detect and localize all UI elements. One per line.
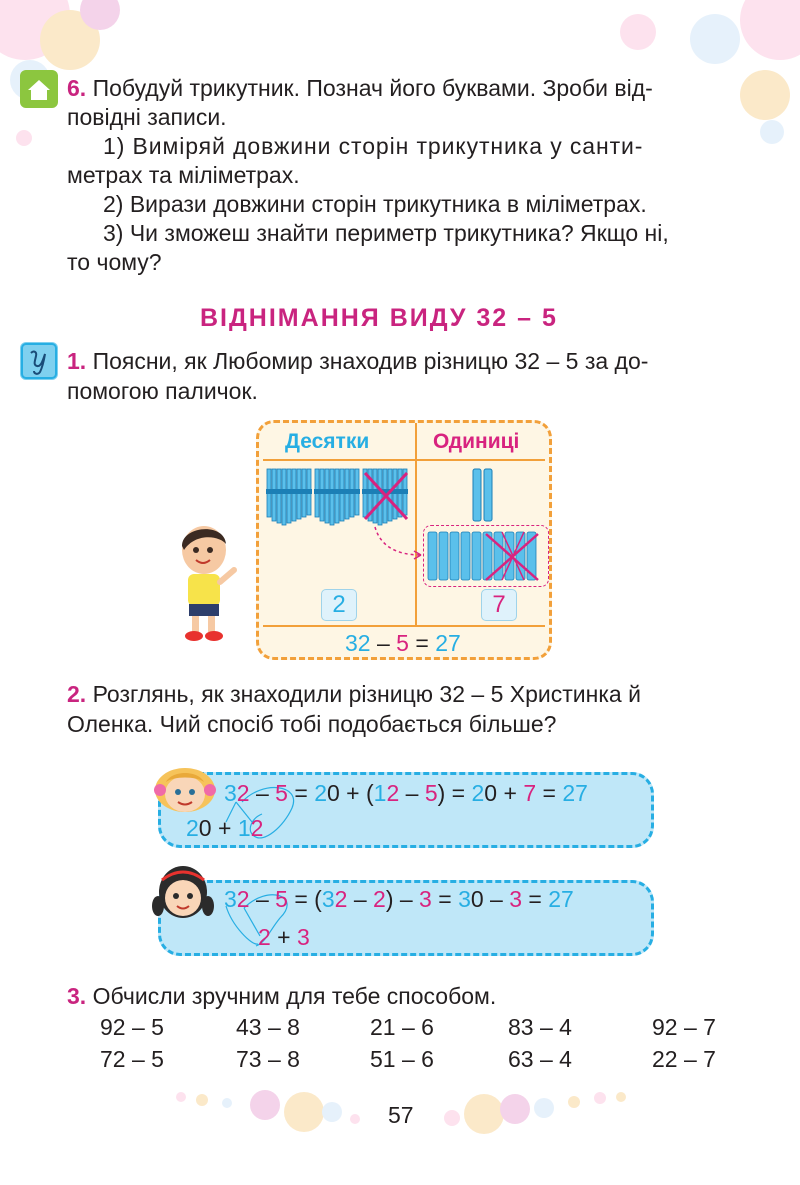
task6-number: 6. (67, 75, 87, 101)
olenka-equation: 32 – 5 = (32 – 2) – 3 = 30 – 3 = 27 (224, 886, 574, 912)
exercise-1-1: 92 – 5 (100, 1014, 164, 1040)
task3-number: 3. (67, 983, 87, 1009)
exercise-2-3: 51 – 6 (370, 1046, 434, 1072)
exercise-2-5: 22 – 7 (652, 1046, 716, 1072)
task2-line1: 2. Розглянь, як знаходили різницю 32 – 5 Христинка й (67, 681, 641, 707)
task1-line1: 1. Поясни, як Любомир знаходив різницю 32 – 5 за до- (67, 348, 649, 374)
task6-item1a: 1) Виміряй довжини сторін трикутника у санти- (103, 133, 644, 159)
exercise-2-2: 73 – 8 (236, 1046, 300, 1072)
tens-column-header: Десятки (285, 430, 370, 453)
page-number: 57 (388, 1102, 414, 1128)
task6-item1b: метрах та міліметрах. (67, 162, 300, 188)
tens-bundles (265, 465, 415, 532)
table-equation: 32 – 5 = 27 (345, 630, 461, 656)
oral-task-icon (20, 342, 58, 380)
khrystynka-split: 20 + 12 (186, 815, 264, 841)
exercise-1-5: 92 – 7 (652, 1014, 716, 1040)
exchange-arrow (369, 523, 429, 568)
exercise-1-3: 21 – 6 (370, 1014, 434, 1040)
exercise-1-4: 83 – 4 (508, 1014, 572, 1040)
exercise-1-2: 43 – 8 (236, 1014, 300, 1040)
units-column-header: Одиниці (433, 430, 520, 453)
task6-item2: 2) Вирази довжини сторін трикутника в міліметрах. (103, 191, 647, 217)
units-result: 7 (481, 589, 517, 621)
task6-line2: повідні записи. (67, 104, 227, 130)
section-title: ВІДНІМАННЯ ВИДУ 32 – 5 (200, 304, 558, 332)
task6-item3a: 3) Чи зможеш знайти периметр трикутника? Якщо ні, (103, 220, 669, 246)
boy-illustration (176, 520, 246, 642)
place-value-table (256, 420, 552, 660)
task1-line2: помогою паличок. (67, 378, 258, 404)
task3-line: 3. Обчисли зручним для тебе способом. (67, 983, 497, 1009)
units-sticks (471, 467, 495, 528)
task6-line1: 6. Побудуй трикутник. Познач його буквами. Зроби від- (67, 75, 653, 101)
tens-result: 2 (321, 589, 357, 621)
task1-number: 1. (67, 348, 87, 374)
home-task-icon (20, 70, 58, 108)
olenka-avatar (152, 862, 214, 928)
task2-number: 2. (67, 681, 87, 707)
task2-line2: Оленка. Чий спосіб тобі подобається більше? (67, 711, 557, 737)
khrystynka-avatar (152, 762, 218, 818)
task6-item3b: то чому? (67, 249, 162, 275)
khrystynka-equation: 32 – 5 = 20 + (12 – 5) = 20 + 7 = 27 (224, 780, 588, 806)
exercise-2-4: 63 – 4 (508, 1046, 572, 1072)
exercise-2-1: 72 – 5 (100, 1046, 164, 1072)
unbundled-ten (423, 525, 549, 587)
olenka-split: 2 + 3 (258, 924, 310, 950)
